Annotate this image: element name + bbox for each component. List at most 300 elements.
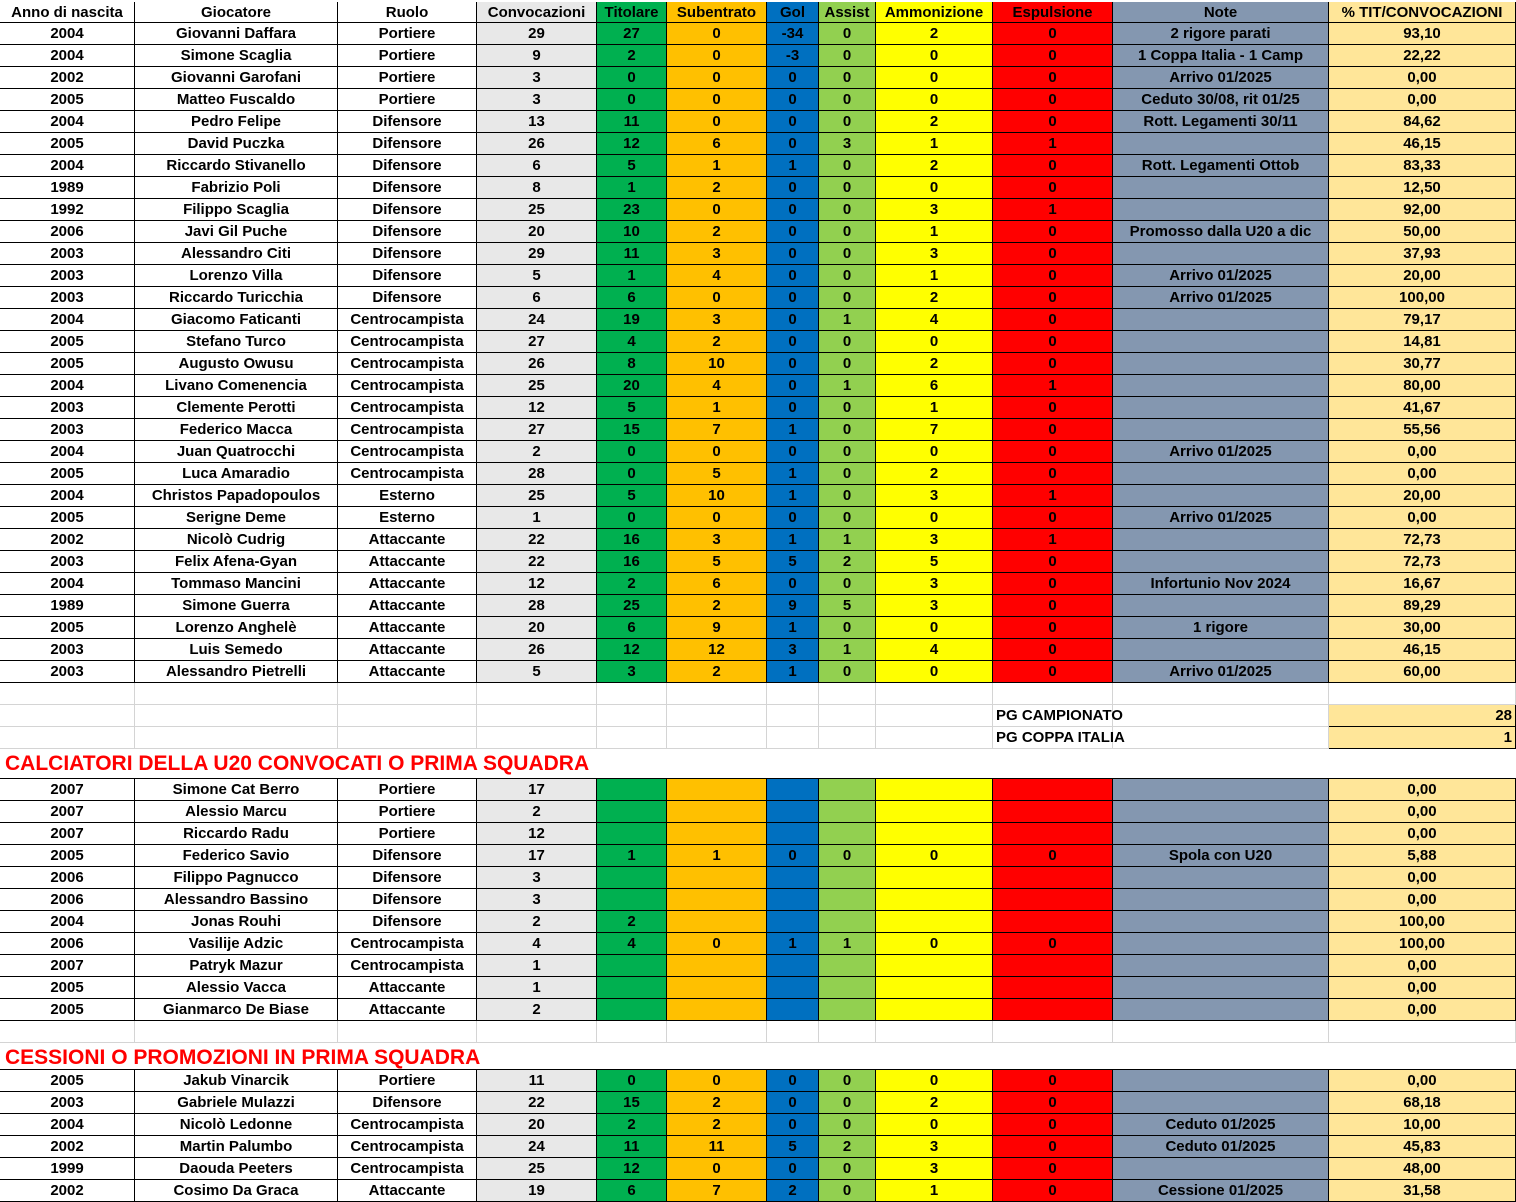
- player-row-ammonizione-cell[interactable]: 2: [876, 155, 993, 177]
- player-row-percent-cell[interactable]: 93,10: [1329, 23, 1516, 45]
- cessioni-row-subentrato-cell[interactable]: 2: [667, 1114, 767, 1136]
- player-row-convocazioni-cell[interactable]: 6: [477, 287, 597, 309]
- player-row-espulsione-cell[interactable]: 1: [993, 199, 1113, 221]
- header-gol[interactable]: Gol: [767, 2, 819, 23]
- player-row-note-cell[interactable]: [1113, 595, 1329, 617]
- player-row-espulsione-cell[interactable]: 0: [993, 287, 1113, 309]
- cessioni-row-convocazioni-cell[interactable]: 20: [477, 1114, 597, 1136]
- player-row-role-cell[interactable]: Centrocampista: [338, 441, 477, 463]
- player-row-gol-cell[interactable]: 0: [767, 287, 819, 309]
- u20-row-espulsione-cell[interactable]: [993, 889, 1113, 911]
- u20-row-titolare-cell[interactable]: 1: [597, 845, 667, 867]
- player-row-note-cell[interactable]: [1113, 177, 1329, 199]
- player-row-year-cell[interactable]: 2004: [0, 573, 135, 595]
- cessioni-row-subentrato-cell[interactable]: 0: [667, 1070, 767, 1092]
- player-row-role-cell[interactable]: Centrocampista: [338, 309, 477, 331]
- player-row-player-cell[interactable]: Augusto Owusu: [135, 353, 338, 375]
- u20-row-titolare-cell[interactable]: [597, 867, 667, 889]
- player-row-assist-cell[interactable]: 0: [819, 177, 876, 199]
- player-row-espulsione-cell[interactable]: 0: [993, 573, 1113, 595]
- player-row-subentrato-cell[interactable]: 0: [667, 89, 767, 111]
- player-row-subentrato-cell[interactable]: 0: [667, 287, 767, 309]
- u20-row-espulsione-cell[interactable]: 0: [993, 845, 1113, 867]
- cessioni-row-convocazioni-cell[interactable]: 19: [477, 1180, 597, 1202]
- player-row-subentrato-cell[interactable]: 0: [667, 199, 767, 221]
- cessioni-row-role-cell[interactable]: Difensore: [338, 1092, 477, 1114]
- player-row-ammonizione-cell[interactable]: 5: [876, 551, 993, 573]
- u20-row-player-cell[interactable]: Jonas Rouhi: [135, 911, 338, 933]
- player-row-percent-cell[interactable]: 16,67: [1329, 573, 1516, 595]
- player-row-convocazioni-cell[interactable]: 12: [477, 397, 597, 419]
- cessioni-row-note-cell[interactable]: Ceduto 01/2025: [1113, 1136, 1329, 1158]
- player-row-percent-cell[interactable]: 20,00: [1329, 485, 1516, 507]
- player-row-percent-cell[interactable]: 20,00: [1329, 265, 1516, 287]
- player-row-year-cell[interactable]: 1992: [0, 199, 135, 221]
- player-row-note-cell[interactable]: Arrivo 01/2025: [1113, 441, 1329, 463]
- player-row-note-cell[interactable]: [1113, 331, 1329, 353]
- u20-row-player-cell[interactable]: Patryk Mazur: [135, 955, 338, 977]
- player-row-assist-cell[interactable]: 0: [819, 661, 876, 683]
- player-row-year-cell[interactable]: 2004: [0, 23, 135, 45]
- u20-row-convocazioni-cell[interactable]: 12: [477, 823, 597, 845]
- empty-cell[interactable]: [477, 705, 597, 727]
- player-row-note-cell[interactable]: Arrivo 01/2025: [1113, 507, 1329, 529]
- player-row-player-cell[interactable]: Nicolò Cudrig: [135, 529, 338, 551]
- player-row-percent-cell[interactable]: 50,00: [1329, 221, 1516, 243]
- u20-row-subentrato-cell[interactable]: [667, 999, 767, 1021]
- player-row-role-cell[interactable]: Portiere: [338, 67, 477, 89]
- player-row-ammonizione-cell[interactable]: 3: [876, 199, 993, 221]
- player-row-gol-cell[interactable]: 0: [767, 397, 819, 419]
- player-row-convocazioni-cell[interactable]: 22: [477, 551, 597, 573]
- player-row-player-cell[interactable]: Christos Papadopoulos: [135, 485, 338, 507]
- player-row-subentrato-cell[interactable]: 2: [667, 595, 767, 617]
- player-row-gol-cell[interactable]: 9: [767, 595, 819, 617]
- u20-row-player-cell[interactable]: Federico Savio: [135, 845, 338, 867]
- player-row-year-cell[interactable]: 2006: [0, 221, 135, 243]
- player-row-espulsione-cell[interactable]: 0: [993, 243, 1113, 265]
- player-row-gol-cell[interactable]: 0: [767, 353, 819, 375]
- player-row-convocazioni-cell[interactable]: 28: [477, 595, 597, 617]
- u20-row-convocazioni-cell[interactable]: 17: [477, 845, 597, 867]
- u20-row-gol-cell[interactable]: [767, 779, 819, 801]
- u20-row-year-cell[interactable]: 2007: [0, 779, 135, 801]
- u20-row-convocazioni-cell[interactable]: 3: [477, 889, 597, 911]
- u20-row-player-cell[interactable]: Alessio Vacca: [135, 977, 338, 999]
- player-row-note-cell[interactable]: [1113, 485, 1329, 507]
- cessioni-row-role-cell[interactable]: Portiere: [338, 1070, 477, 1092]
- player-row-player-cell[interactable]: Tommaso Mancini: [135, 573, 338, 595]
- empty-cell[interactable]: [338, 727, 477, 749]
- player-row-ammonizione-cell[interactable]: 1: [876, 397, 993, 419]
- player-row-subentrato-cell[interactable]: 5: [667, 551, 767, 573]
- player-row-espulsione-cell[interactable]: 0: [993, 89, 1113, 111]
- u20-row-ammonizione-cell[interactable]: 0: [876, 933, 993, 955]
- cessioni-row-subentrato-cell[interactable]: 0: [667, 1158, 767, 1180]
- player-row-player-cell[interactable]: Clemente Perotti: [135, 397, 338, 419]
- player-row-titolare-cell[interactable]: 20: [597, 375, 667, 397]
- cessioni-row-player-cell[interactable]: Gabriele Mulazzi: [135, 1092, 338, 1114]
- u20-row-player-cell[interactable]: Alessandro Bassino: [135, 889, 338, 911]
- player-row-role-cell[interactable]: Attaccante: [338, 661, 477, 683]
- player-row-note-cell[interactable]: Arrivo 01/2025: [1113, 265, 1329, 287]
- cessioni-row-ammonizione-cell[interactable]: 3: [876, 1158, 993, 1180]
- player-row-note-cell[interactable]: [1113, 375, 1329, 397]
- player-row-subentrato-cell[interactable]: 0: [667, 441, 767, 463]
- cessioni-row-player-cell[interactable]: Nicolò Ledonne: [135, 1114, 338, 1136]
- cessioni-row-titolare-cell[interactable]: 11: [597, 1136, 667, 1158]
- u20-row-gol-cell[interactable]: [767, 977, 819, 999]
- player-row-percent-cell[interactable]: 60,00: [1329, 661, 1516, 683]
- player-row-percent-cell[interactable]: 0,00: [1329, 463, 1516, 485]
- player-row-titolare-cell[interactable]: 0: [597, 67, 667, 89]
- u20-row-year-cell[interactable]: 2006: [0, 867, 135, 889]
- u20-row-year-cell[interactable]: 2005: [0, 999, 135, 1021]
- empty-cell[interactable]: [0, 727, 135, 749]
- player-row-assist-cell[interactable]: 1: [819, 375, 876, 397]
- player-row-player-cell[interactable]: Riccardo Stivanello: [135, 155, 338, 177]
- player-row-assist-cell[interactable]: 0: [819, 221, 876, 243]
- player-row-subentrato-cell[interactable]: 7: [667, 419, 767, 441]
- u20-row-ammonizione-cell[interactable]: [876, 999, 993, 1021]
- u20-row-assist-cell[interactable]: [819, 977, 876, 999]
- u20-row-gol-cell[interactable]: [767, 911, 819, 933]
- player-row-year-cell[interactable]: 2004: [0, 45, 135, 67]
- player-row-convocazioni-cell[interactable]: 13: [477, 111, 597, 133]
- player-row-year-cell[interactable]: 2002: [0, 67, 135, 89]
- player-row-assist-cell[interactable]: 0: [819, 617, 876, 639]
- player-row-titolare-cell[interactable]: 8: [597, 353, 667, 375]
- u20-row-gol-cell[interactable]: [767, 999, 819, 1021]
- player-row-role-cell[interactable]: Centrocampista: [338, 375, 477, 397]
- player-row-role-cell[interactable]: Difensore: [338, 287, 477, 309]
- player-row-convocazioni-cell[interactable]: 25: [477, 199, 597, 221]
- player-row-convocazioni-cell[interactable]: 29: [477, 243, 597, 265]
- player-row-role-cell[interactable]: Difensore: [338, 221, 477, 243]
- player-row-subentrato-cell[interactable]: 0: [667, 23, 767, 45]
- summary-value[interactable]: 1: [1329, 727, 1516, 749]
- player-row-player-cell[interactable]: Alessandro Pietrelli: [135, 661, 338, 683]
- empty-cell[interactable]: [876, 683, 993, 705]
- u20-row-role-cell[interactable]: Difensore: [338, 867, 477, 889]
- player-row-ammonizione-cell[interactable]: 1: [876, 265, 993, 287]
- player-row-role-cell[interactable]: Centrocampista: [338, 397, 477, 419]
- cessioni-row-subentrato-cell[interactable]: 7: [667, 1180, 767, 1202]
- cessioni-row-player-cell[interactable]: Martin Palumbo: [135, 1136, 338, 1158]
- summary-label[interactable]: PG CAMPIONATO: [993, 705, 1329, 727]
- cessioni-row-ammonizione-cell[interactable]: 3: [876, 1136, 993, 1158]
- player-row-titolare-cell[interactable]: 3: [597, 661, 667, 683]
- cessioni-row-year-cell[interactable]: 2002: [0, 1136, 135, 1158]
- header-espulsione[interactable]: Espulsione: [993, 2, 1113, 23]
- cessioni-row-convocazioni-cell[interactable]: 24: [477, 1136, 597, 1158]
- u20-row-percent-cell[interactable]: 0,00: [1329, 955, 1516, 977]
- cessioni-row-gol-cell[interactable]: 0: [767, 1158, 819, 1180]
- cessioni-row-role-cell[interactable]: Centrocampista: [338, 1158, 477, 1180]
- empty-cell[interactable]: [477, 1021, 597, 1043]
- player-row-titolare-cell[interactable]: 11: [597, 243, 667, 265]
- player-row-subentrato-cell[interactable]: 4: [667, 375, 767, 397]
- u20-row-assist-cell[interactable]: [819, 867, 876, 889]
- player-row-gol-cell[interactable]: 1: [767, 661, 819, 683]
- u20-row-note-cell[interactable]: [1113, 933, 1329, 955]
- player-row-gol-cell[interactable]: 0: [767, 89, 819, 111]
- u20-row-titolare-cell[interactable]: 4: [597, 933, 667, 955]
- player-row-year-cell[interactable]: 2005: [0, 617, 135, 639]
- player-row-gol-cell[interactable]: 1: [767, 155, 819, 177]
- player-row-subentrato-cell[interactable]: 2: [667, 177, 767, 199]
- u20-row-espulsione-cell[interactable]: 0: [993, 933, 1113, 955]
- empty-cell[interactable]: [667, 705, 767, 727]
- u20-row-role-cell[interactable]: Attaccante: [338, 999, 477, 1021]
- player-row-role-cell[interactable]: Difensore: [338, 265, 477, 287]
- player-row-assist-cell[interactable]: 1: [819, 639, 876, 661]
- player-row-assist-cell[interactable]: 0: [819, 155, 876, 177]
- u20-row-player-cell[interactable]: Vasilije Adzic: [135, 933, 338, 955]
- u20-row-espulsione-cell[interactable]: [993, 823, 1113, 845]
- cessioni-row-titolare-cell[interactable]: 2: [597, 1114, 667, 1136]
- empty-cell[interactable]: [1113, 1021, 1329, 1043]
- cessioni-row-year-cell[interactable]: 1999: [0, 1158, 135, 1180]
- player-row-role-cell[interactable]: Centrocampista: [338, 463, 477, 485]
- player-row-espulsione-cell[interactable]: 0: [993, 661, 1113, 683]
- cessioni-row-percent-cell[interactable]: 45,83: [1329, 1136, 1516, 1158]
- cessioni-row-espulsione-cell[interactable]: 0: [993, 1158, 1113, 1180]
- player-row-assist-cell[interactable]: 0: [819, 199, 876, 221]
- player-row-espulsione-cell[interactable]: 0: [993, 67, 1113, 89]
- player-row-titolare-cell[interactable]: 12: [597, 639, 667, 661]
- player-row-convocazioni-cell[interactable]: 28: [477, 463, 597, 485]
- player-row-year-cell[interactable]: 2003: [0, 639, 135, 661]
- u20-row-note-cell[interactable]: [1113, 801, 1329, 823]
- player-row-percent-cell[interactable]: 30,77: [1329, 353, 1516, 375]
- empty-cell[interactable]: [993, 1021, 1113, 1043]
- player-row-ammonizione-cell[interactable]: 2: [876, 287, 993, 309]
- u20-row-titolare-cell[interactable]: [597, 889, 667, 911]
- player-row-year-cell[interactable]: 2004: [0, 309, 135, 331]
- player-row-percent-cell[interactable]: 46,15: [1329, 133, 1516, 155]
- player-row-ammonizione-cell[interactable]: 2: [876, 111, 993, 133]
- cessioni-row-player-cell[interactable]: Cosimo Da Graca: [135, 1180, 338, 1202]
- player-row-titolare-cell[interactable]: 19: [597, 309, 667, 331]
- u20-row-assist-cell[interactable]: [819, 823, 876, 845]
- player-row-assist-cell[interactable]: 5: [819, 595, 876, 617]
- u20-row-subentrato-cell[interactable]: 1: [667, 845, 767, 867]
- player-row-player-cell[interactable]: Stefano Turco: [135, 331, 338, 353]
- player-row-percent-cell[interactable]: 80,00: [1329, 375, 1516, 397]
- player-row-year-cell[interactable]: 2004: [0, 441, 135, 463]
- u20-row-year-cell[interactable]: 2006: [0, 933, 135, 955]
- player-row-role-cell[interactable]: Attaccante: [338, 639, 477, 661]
- player-row-assist-cell[interactable]: 0: [819, 397, 876, 419]
- header-player[interactable]: Giocatore: [135, 2, 338, 23]
- u20-row-gol-cell[interactable]: [767, 801, 819, 823]
- player-row-year-cell[interactable]: 1989: [0, 595, 135, 617]
- cessioni-row-gol-cell[interactable]: 0: [767, 1070, 819, 1092]
- player-row-assist-cell[interactable]: 0: [819, 89, 876, 111]
- player-row-note-cell[interactable]: [1113, 133, 1329, 155]
- cessioni-row-percent-cell[interactable]: 68,18: [1329, 1092, 1516, 1114]
- u20-row-percent-cell[interactable]: 0,00: [1329, 977, 1516, 999]
- player-row-note-cell[interactable]: Infortunio Nov 2024: [1113, 573, 1329, 595]
- u20-row-espulsione-cell[interactable]: [993, 977, 1113, 999]
- u20-row-assist-cell[interactable]: [819, 999, 876, 1021]
- player-row-player-cell[interactable]: Giovanni Daffara: [135, 23, 338, 45]
- player-row-gol-cell[interactable]: 1: [767, 419, 819, 441]
- u20-row-role-cell[interactable]: Centrocampista: [338, 955, 477, 977]
- empty-cell[interactable]: [338, 1021, 477, 1043]
- empty-cell[interactable]: [1329, 683, 1516, 705]
- player-row-note-cell[interactable]: [1113, 309, 1329, 331]
- player-row-gol-cell[interactable]: 1: [767, 463, 819, 485]
- player-row-titolare-cell[interactable]: 10: [597, 221, 667, 243]
- player-row-convocazioni-cell[interactable]: 3: [477, 67, 597, 89]
- cessioni-row-assist-cell[interactable]: 0: [819, 1158, 876, 1180]
- player-row-percent-cell[interactable]: 100,00: [1329, 287, 1516, 309]
- empty-cell[interactable]: [767, 727, 819, 749]
- cessioni-row-assist-cell[interactable]: 2: [819, 1136, 876, 1158]
- u20-row-subentrato-cell[interactable]: 0: [667, 933, 767, 955]
- player-row-player-cell[interactable]: Fabrizio Poli: [135, 177, 338, 199]
- player-row-ammonizione-cell[interactable]: 0: [876, 177, 993, 199]
- player-row-player-cell[interactable]: Javi Gil Puche: [135, 221, 338, 243]
- player-row-titolare-cell[interactable]: 0: [597, 89, 667, 111]
- player-row-player-cell[interactable]: Pedro Felipe: [135, 111, 338, 133]
- cessioni-row-espulsione-cell[interactable]: 0: [993, 1114, 1113, 1136]
- u20-row-subentrato-cell[interactable]: [667, 823, 767, 845]
- player-row-assist-cell[interactable]: 0: [819, 353, 876, 375]
- player-row-ammonizione-cell[interactable]: 4: [876, 639, 993, 661]
- u20-row-ammonizione-cell[interactable]: [876, 801, 993, 823]
- u20-row-year-cell[interactable]: 2006: [0, 889, 135, 911]
- player-row-espulsione-cell[interactable]: 0: [993, 441, 1113, 463]
- player-row-convocazioni-cell[interactable]: 1: [477, 507, 597, 529]
- player-row-gol-cell[interactable]: 0: [767, 133, 819, 155]
- player-row-gol-cell[interactable]: 1: [767, 485, 819, 507]
- u20-row-note-cell[interactable]: [1113, 823, 1329, 845]
- player-row-subentrato-cell[interactable]: 6: [667, 573, 767, 595]
- player-row-year-cell[interactable]: 2005: [0, 507, 135, 529]
- player-row-note-cell[interactable]: 1 Coppa Italia - 1 Camp: [1113, 45, 1329, 67]
- u20-row-percent-cell[interactable]: 0,00: [1329, 801, 1516, 823]
- player-row-player-cell[interactable]: Luis Semedo: [135, 639, 338, 661]
- player-row-ammonizione-cell[interactable]: 3: [876, 573, 993, 595]
- player-row-titolare-cell[interactable]: 23: [597, 199, 667, 221]
- player-row-assist-cell[interactable]: 0: [819, 67, 876, 89]
- player-row-convocazioni-cell[interactable]: 9: [477, 45, 597, 67]
- player-row-note-cell[interactable]: [1113, 353, 1329, 375]
- player-row-subentrato-cell[interactable]: 10: [667, 485, 767, 507]
- u20-row-year-cell[interactable]: 2007: [0, 801, 135, 823]
- player-row-assist-cell[interactable]: 0: [819, 573, 876, 595]
- player-row-espulsione-cell[interactable]: 0: [993, 419, 1113, 441]
- u20-row-role-cell[interactable]: Difensore: [338, 889, 477, 911]
- player-row-subentrato-cell[interactable]: 9: [667, 617, 767, 639]
- player-row-espulsione-cell[interactable]: 1: [993, 375, 1113, 397]
- u20-row-role-cell[interactable]: Portiere: [338, 823, 477, 845]
- cessioni-row-player-cell[interactable]: Jakub Vinarcik: [135, 1070, 338, 1092]
- player-row-player-cell[interactable]: Juan Quatrocchi: [135, 441, 338, 463]
- player-row-convocazioni-cell[interactable]: 20: [477, 221, 597, 243]
- player-row-player-cell[interactable]: David Puczka: [135, 133, 338, 155]
- player-row-year-cell[interactable]: 1989: [0, 177, 135, 199]
- player-row-espulsione-cell[interactable]: 0: [993, 397, 1113, 419]
- player-row-convocazioni-cell[interactable]: 8: [477, 177, 597, 199]
- player-row-convocazioni-cell[interactable]: 29: [477, 23, 597, 45]
- player-row-role-cell[interactable]: Difensore: [338, 111, 477, 133]
- player-row-gol-cell[interactable]: 0: [767, 243, 819, 265]
- player-row-note-cell[interactable]: [1113, 529, 1329, 551]
- u20-row-subentrato-cell[interactable]: [667, 911, 767, 933]
- empty-cell[interactable]: [667, 1021, 767, 1043]
- player-row-gol-cell[interactable]: 0: [767, 67, 819, 89]
- player-row-player-cell[interactable]: Luca Amaradio: [135, 463, 338, 485]
- u20-row-role-cell[interactable]: Portiere: [338, 779, 477, 801]
- player-row-note-cell[interactable]: [1113, 419, 1329, 441]
- player-row-role-cell[interactable]: Portiere: [338, 45, 477, 67]
- player-row-percent-cell[interactable]: 79,17: [1329, 309, 1516, 331]
- empty-cell[interactable]: [135, 683, 338, 705]
- player-row-espulsione-cell[interactable]: 0: [993, 177, 1113, 199]
- u20-row-percent-cell[interactable]: 0,00: [1329, 867, 1516, 889]
- player-row-assist-cell[interactable]: 0: [819, 485, 876, 507]
- u20-row-convocazioni-cell[interactable]: 3: [477, 867, 597, 889]
- u20-row-note-cell[interactable]: [1113, 867, 1329, 889]
- cessioni-row-titolare-cell[interactable]: 12: [597, 1158, 667, 1180]
- player-row-gol-cell[interactable]: 0: [767, 375, 819, 397]
- player-row-titolare-cell[interactable]: 6: [597, 617, 667, 639]
- empty-cell[interactable]: [135, 705, 338, 727]
- player-row-ammonizione-cell[interactable]: 4: [876, 309, 993, 331]
- player-row-titolare-cell[interactable]: 27: [597, 23, 667, 45]
- player-row-year-cell[interactable]: 2003: [0, 419, 135, 441]
- player-row-titolare-cell[interactable]: 0: [597, 463, 667, 485]
- player-row-player-cell[interactable]: Livano Comenencia: [135, 375, 338, 397]
- player-row-gol-cell[interactable]: -3: [767, 45, 819, 67]
- player-row-titolare-cell[interactable]: 0: [597, 441, 667, 463]
- u20-row-year-cell[interactable]: 2005: [0, 977, 135, 999]
- player-row-player-cell[interactable]: Serigne Deme: [135, 507, 338, 529]
- u20-row-year-cell[interactable]: 2005: [0, 845, 135, 867]
- player-row-player-cell[interactable]: Riccardo Turicchia: [135, 287, 338, 309]
- cessioni-row-convocazioni-cell[interactable]: 25: [477, 1158, 597, 1180]
- player-row-titolare-cell[interactable]: 4: [597, 331, 667, 353]
- player-row-subentrato-cell[interactable]: 4: [667, 265, 767, 287]
- player-row-player-cell[interactable]: Giovanni Garofani: [135, 67, 338, 89]
- player-row-note-cell[interactable]: Arrivo 01/2025: [1113, 661, 1329, 683]
- player-row-player-cell[interactable]: Simone Guerra: [135, 595, 338, 617]
- u20-row-ammonizione-cell[interactable]: [876, 955, 993, 977]
- u20-row-role-cell[interactable]: Attaccante: [338, 977, 477, 999]
- player-row-titolare-cell[interactable]: 2: [597, 573, 667, 595]
- u20-row-espulsione-cell[interactable]: [993, 867, 1113, 889]
- empty-cell[interactable]: [876, 705, 993, 727]
- player-row-percent-cell[interactable]: 83,33: [1329, 155, 1516, 177]
- player-row-ammonizione-cell[interactable]: 0: [876, 89, 993, 111]
- player-row-ammonizione-cell[interactable]: 3: [876, 243, 993, 265]
- player-row-year-cell[interactable]: 2003: [0, 397, 135, 419]
- player-row-year-cell[interactable]: 2003: [0, 551, 135, 573]
- player-row-role-cell[interactable]: Esterno: [338, 507, 477, 529]
- empty-cell[interactable]: [876, 727, 993, 749]
- player-row-ammonizione-cell[interactable]: 1: [876, 221, 993, 243]
- player-row-ammonizione-cell[interactable]: 0: [876, 661, 993, 683]
- player-row-role-cell[interactable]: Attaccante: [338, 551, 477, 573]
- player-row-gol-cell[interactable]: 0: [767, 309, 819, 331]
- player-row-convocazioni-cell[interactable]: 26: [477, 133, 597, 155]
- cessioni-row-gol-cell[interactable]: 0: [767, 1092, 819, 1114]
- u20-row-subentrato-cell[interactable]: [667, 889, 767, 911]
